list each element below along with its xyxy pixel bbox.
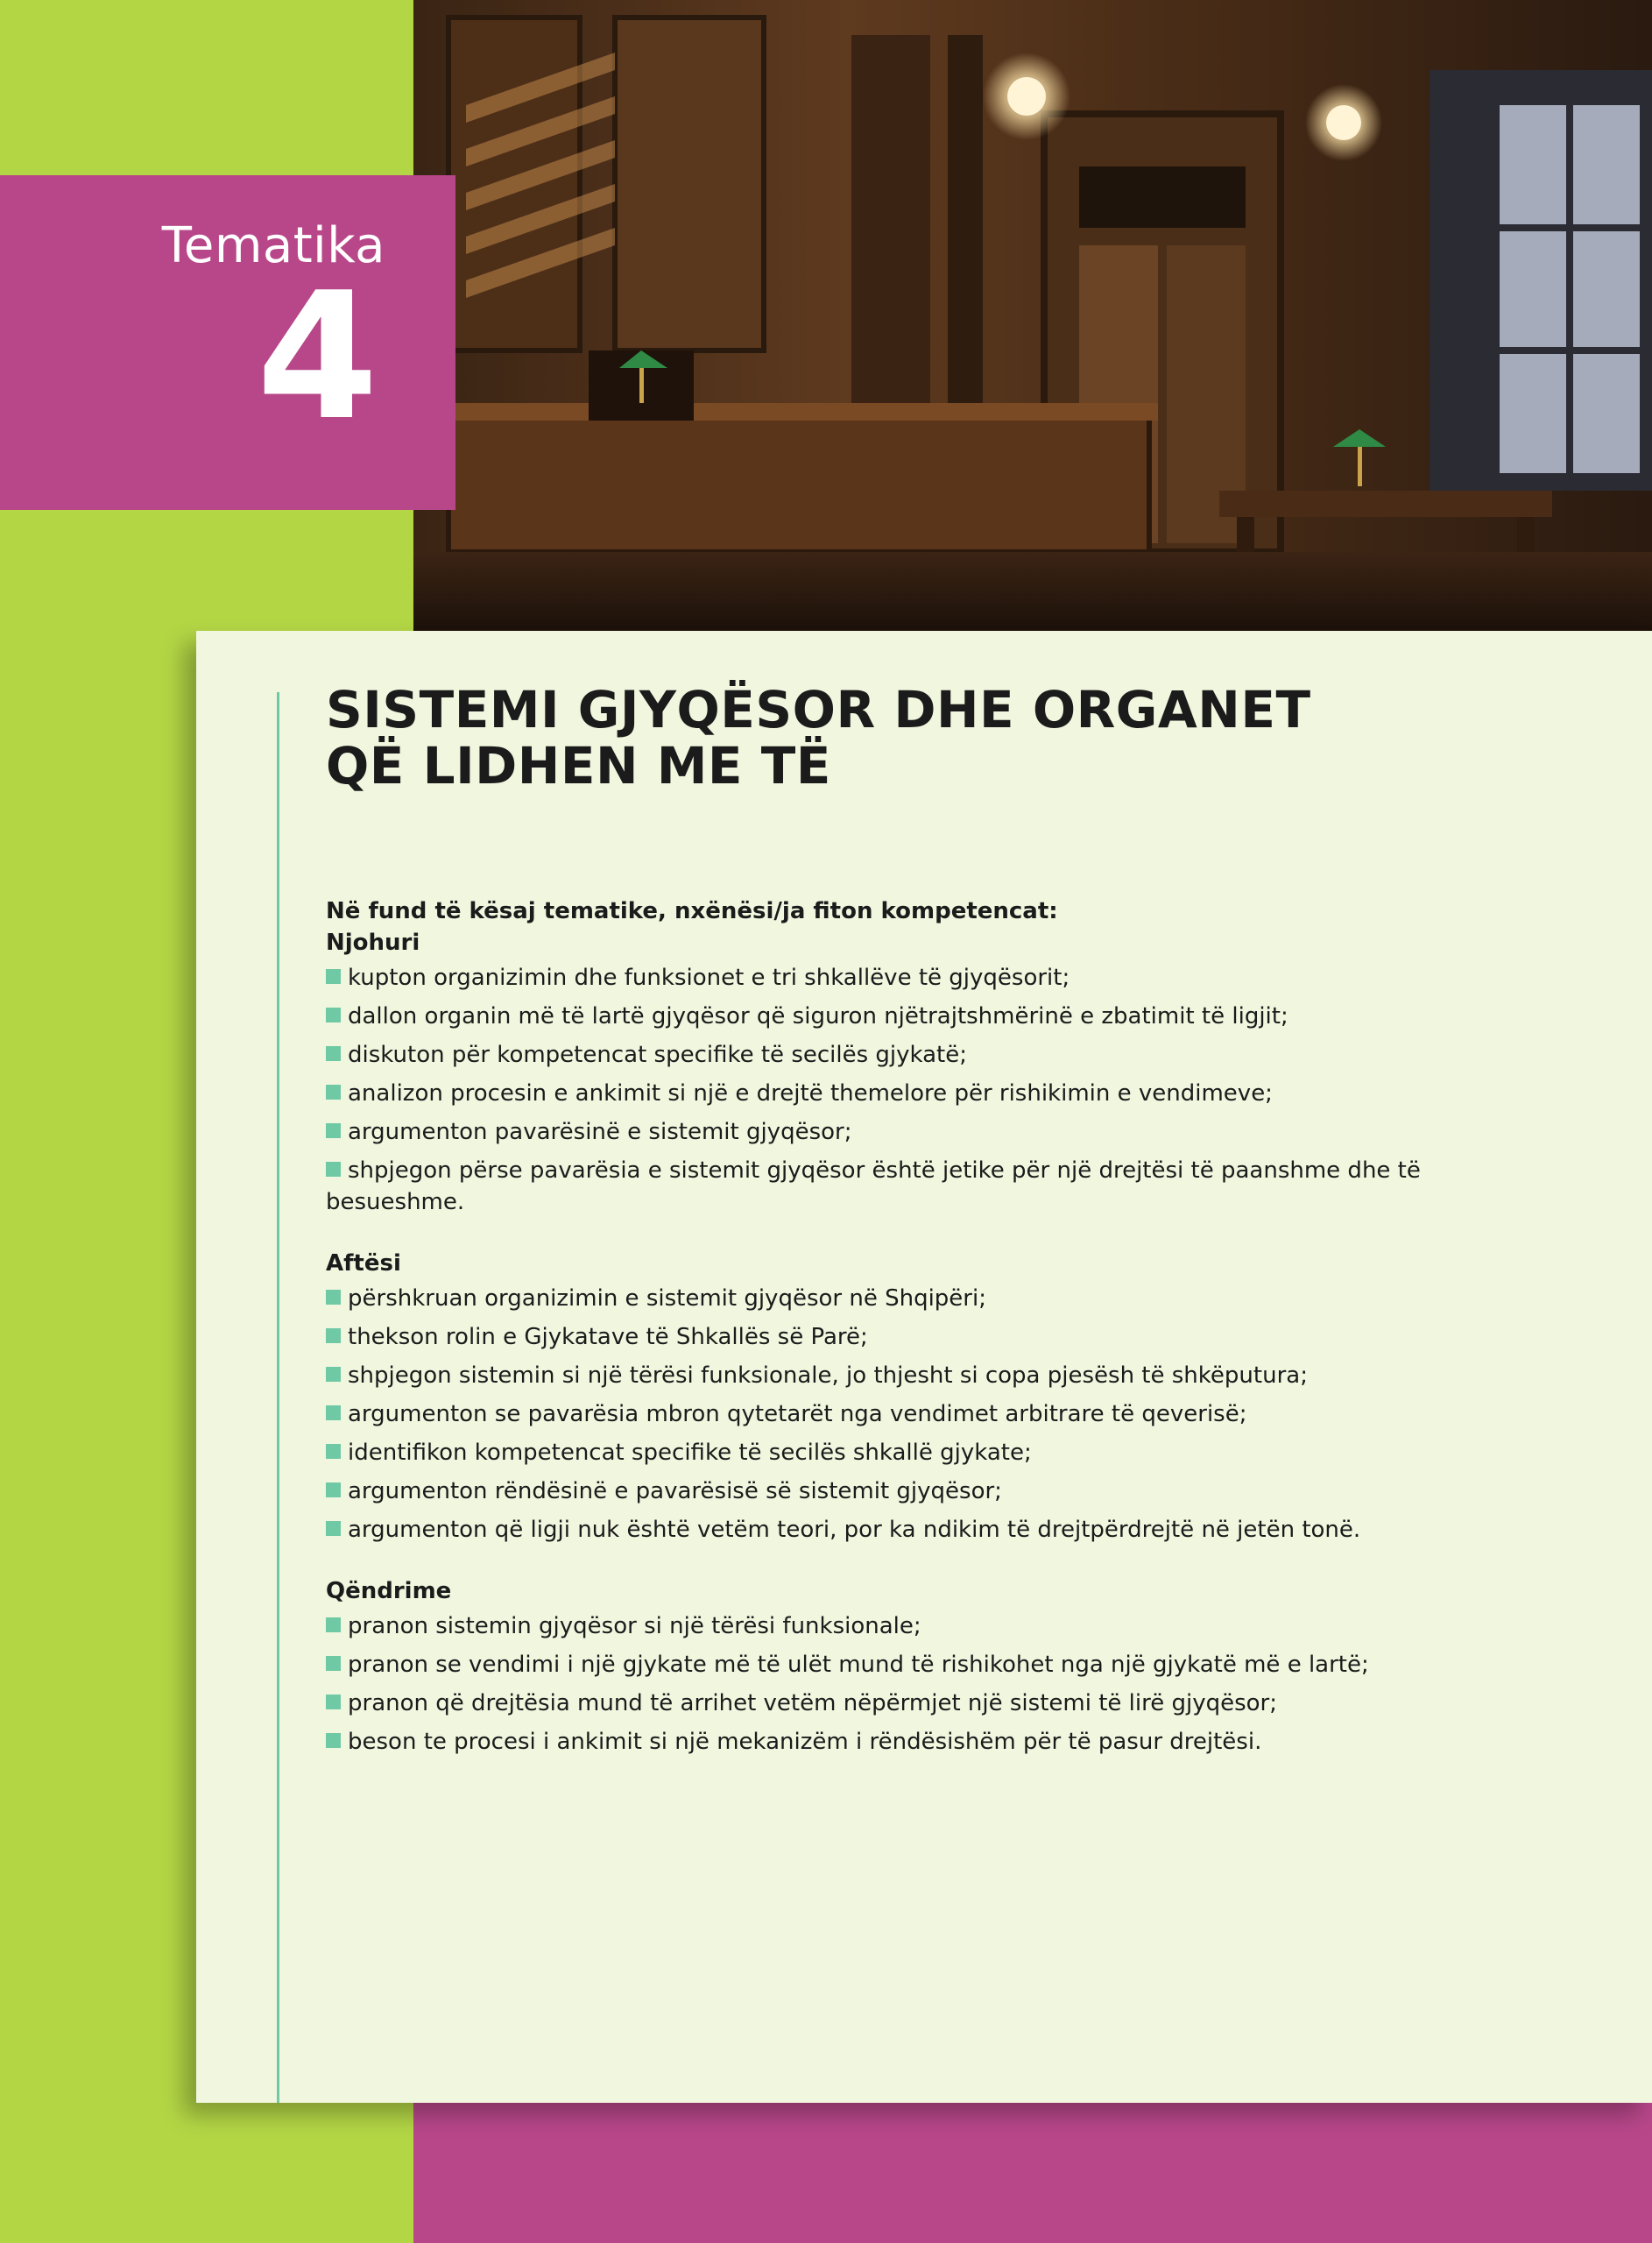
square-bullet-icon — [326, 1162, 341, 1177]
list-item-text: argumenton rëndësinë e pavarësisë së sistemit gjyqësor; — [348, 1478, 1002, 1504]
list-item — [326, 1360, 1482, 1391]
square-bullet-icon — [326, 1046, 341, 1061]
theme-number: 4 — [256, 255, 378, 459]
competences — [326, 895, 1482, 1765]
list-item-text: pranon se vendimi i një gjykate më të ulët mund të rishikohet nga një gjykatë më e lartë; — [348, 1652, 1369, 1678]
square-bullet-icon — [326, 1617, 341, 1632]
list-item-text: kupton organizimin dhe funksionet e tri shkallëve të gjyqësorit; — [348, 965, 1070, 991]
list-item-text: identifikon kompetencat specifike të secilës shkallë gjykate; — [348, 1440, 1032, 1466]
list-item — [326, 1610, 1482, 1642]
intro-text: Në fund të kësaj tematike, nxënësi/ja fiton kompetencat: — [326, 898, 1058, 924]
list-item-text: analizon procesin e ankimit si një e drejtë themelore për rishikimin e vendimeve; — [348, 1080, 1273, 1107]
list-item — [326, 1155, 1482, 1218]
list-item-text: shpjegon sistemin si një tërësi funksionale, jo thjesht si copa pjesësh të shkëputura; — [348, 1362, 1308, 1389]
list-item-text: argumenton pavarësinë e sistemit gjyqësor; — [348, 1119, 852, 1145]
square-bullet-icon — [326, 969, 341, 984]
list-item — [326, 1514, 1482, 1546]
list-item — [326, 962, 1482, 994]
list-item-text: shpjegon përse pavarësia e sistemit gjyqësor është jetike për një drejtësi të paanshme dhe të besueshme. — [326, 1157, 1421, 1215]
square-bullet-icon — [326, 1733, 341, 1748]
list-item — [326, 1321, 1482, 1353]
square-bullet-icon — [326, 1008, 341, 1022]
list-item — [326, 1688, 1482, 1719]
title-line-2: QË LIDHEN ME TË — [326, 736, 831, 796]
list-item-text: argumenton që ligji nuk është vetëm teori, por ka ndikim të drejtpërdrejtë në jetën tonë. — [348, 1517, 1361, 1543]
square-bullet-icon — [326, 1290, 341, 1305]
list-item — [326, 1649, 1482, 1680]
section-heading-qendrime: Qëndrime — [326, 1578, 452, 1604]
square-bullet-icon — [326, 1521, 341, 1536]
list-item — [326, 1726, 1482, 1758]
list-item-text: beson te procesi i ankimit si një mekanizëm i rëndësishëm për të pasur drejtësi. — [348, 1729, 1262, 1755]
square-bullet-icon — [326, 1656, 341, 1671]
courtroom-photo — [413, 0, 1652, 631]
square-bullet-icon — [326, 1085, 341, 1100]
content-panel — [196, 631, 1652, 2103]
section-heading-aftesi: Aftësi — [326, 1250, 401, 1277]
bottom-band — [413, 2103, 1652, 2243]
list-item-text: pranon sistemin gjyqësor si një tërësi funksionale; — [348, 1613, 921, 1639]
list-item-text: diskuton për kompetencat specifike të secilës gjykatë; — [348, 1042, 968, 1068]
list-item — [326, 1283, 1482, 1314]
accent-rule — [277, 692, 279, 2103]
list-item — [326, 1001, 1482, 1032]
square-bullet-icon — [326, 1405, 341, 1420]
theme-badge — [0, 175, 455, 510]
section-heading-njohuri: Njohuri — [326, 930, 420, 956]
page-title — [326, 682, 1552, 794]
square-bullet-icon — [326, 1444, 341, 1459]
list-item — [326, 1078, 1482, 1109]
list-item-text: thekson rolin e Gjykatave të Shkallës së Parë; — [348, 1324, 868, 1350]
list-item — [326, 1116, 1482, 1148]
square-bullet-icon — [326, 1695, 341, 1709]
square-bullet-icon — [326, 1328, 341, 1343]
list-item-text: përshkruan organizimin e sistemit gjyqësor në Shqipëri; — [348, 1285, 986, 1312]
list-aftesi — [326, 1283, 1482, 1546]
square-bullet-icon — [326, 1367, 341, 1382]
list-item-text: argumenton se pavarësia mbron qytetarët nga vendimet arbitrare të qeverisë; — [348, 1401, 1247, 1427]
square-bullet-icon — [326, 1482, 341, 1497]
list-item — [326, 1475, 1482, 1507]
list-item — [326, 1398, 1482, 1430]
square-bullet-icon — [326, 1123, 341, 1138]
list-item-text: dallon organin më të lartë gjyqësor që siguron njëtrajtshmërinë e zbatimit të ligjit; — [348, 1003, 1288, 1030]
list-item — [326, 1039, 1482, 1071]
list-qendrime — [326, 1610, 1482, 1758]
title-line-1: SISTEMI GJYQËSOR DHE ORGANET — [326, 680, 1311, 739]
list-item — [326, 1437, 1482, 1468]
list-item-text: pranon që drejtësia mund të arrihet vetëm nëpërmjet një sistemi të lirë gjyqësor; — [348, 1690, 1277, 1716]
theme-label: Tematika — [161, 217, 385, 274]
list-njohuri — [326, 962, 1482, 1218]
